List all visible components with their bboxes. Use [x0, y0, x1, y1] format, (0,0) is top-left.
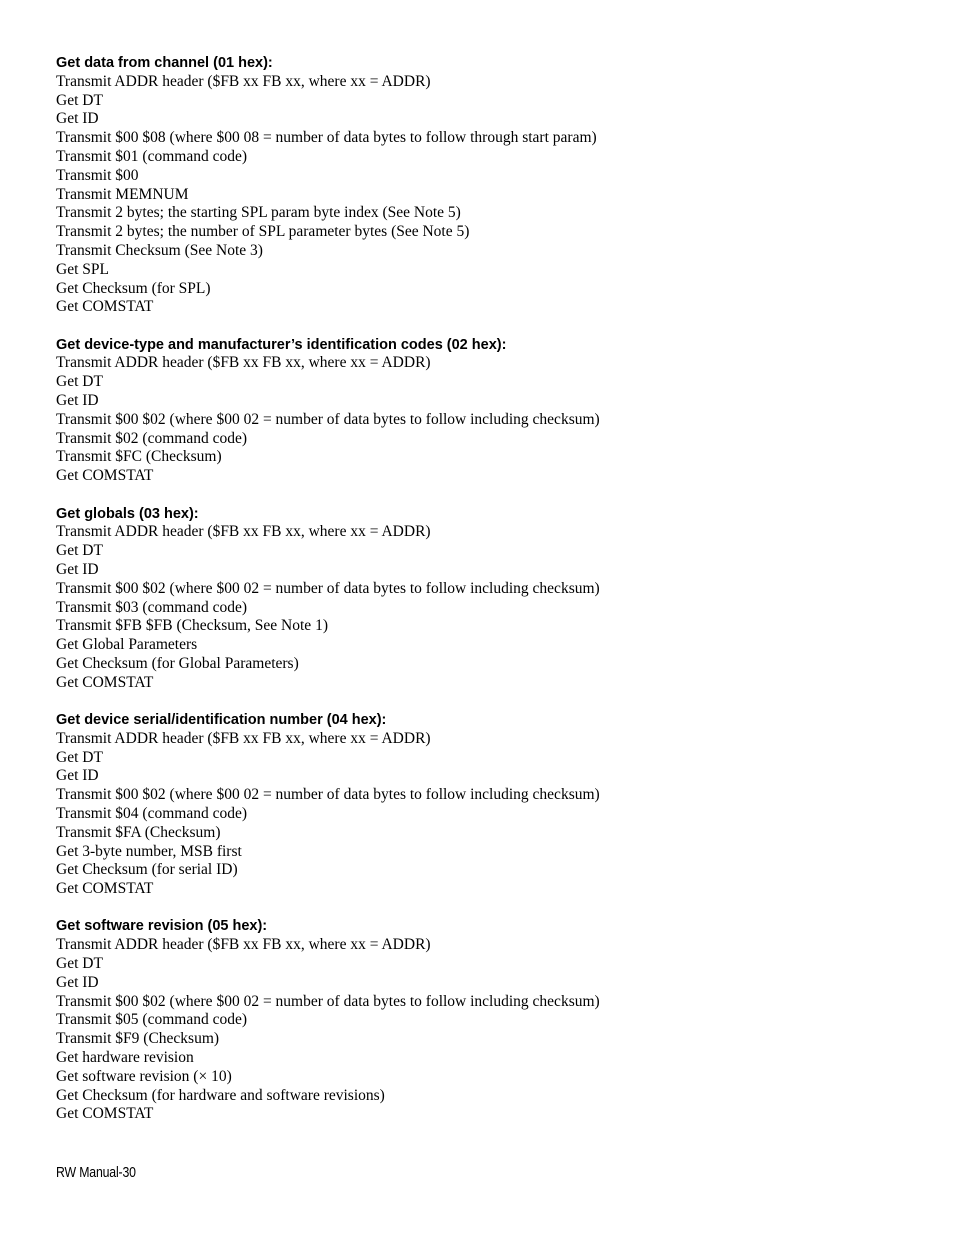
text-line: Transmit $03 (command code): [56, 598, 247, 616]
section-heading: Get software revision (05 hex):: [56, 918, 268, 935]
text-line: Transmit ADDR header ($FB xx FB xx, where xx = ADDR): [56, 523, 431, 541]
text-line: Get ID: [56, 767, 99, 785]
text-line: Transmit MEMNUM: [56, 185, 189, 203]
text-line: Get DT: [56, 373, 103, 391]
text-line: Get DT: [56, 91, 103, 109]
text-line: Transmit $FC (Checksum): [56, 448, 222, 466]
text-line: Get ID: [56, 560, 99, 578]
text-line: Transmit $00: [56, 166, 139, 184]
text-line: Get DT: [56, 955, 103, 973]
section-heading: Get globals (03 hex):: [56, 505, 199, 522]
text-line: Get DT: [56, 748, 103, 766]
section-get-data-from-channel: [56, 54, 916, 317]
text-line: Transmit $05 (command code): [56, 1011, 247, 1029]
section-get-globals: [56, 505, 916, 693]
text-line: Get COMSTAT: [56, 880, 154, 898]
text-line: Get software revision (× 10): [56, 1067, 232, 1085]
text-line: Get COMSTAT: [56, 467, 154, 485]
section-heading: Get data from channel (01 hex):: [56, 55, 273, 71]
text-line: Transmit $00 $08 (where $00 08 = number of data bytes to follow through start param): [56, 129, 597, 147]
text-line: Get ID: [56, 392, 99, 410]
text-line: Get Checksum (for serial ID): [56, 861, 238, 879]
section-heading: Get device-type and manufacturer’s identification codes (02 hex):: [56, 336, 507, 353]
text-line: Transmit ADDR header ($FB xx FB xx, where xx = ADDR): [56, 354, 431, 372]
text-line: Transmit ADDR header ($FB xx FB xx, where xx = ADDR): [56, 72, 431, 90]
text-line: Get COMSTAT: [56, 673, 154, 691]
text-line: Get COMSTAT: [56, 1105, 154, 1123]
text-line: Transmit ADDR header ($FB xx FB xx, where xx = ADDR): [56, 729, 431, 747]
text-line: Transmit 2 bytes; the starting SPL param byte index (See Note 5): [56, 204, 461, 222]
text-line: Transmit $00 $02 (where $00 02 = number of data bytes to follow including checksum): [56, 410, 600, 428]
text-line: Get hardware revision: [56, 1049, 194, 1067]
text-line: Transmit $01 (command code): [56, 147, 247, 165]
text-line: Get COMSTAT: [56, 298, 154, 316]
text-line: Get SPL: [56, 260, 109, 278]
text-line: Get Checksum (for SPL): [56, 279, 211, 297]
section-get-serial-number: [56, 711, 916, 899]
text-line: Get Checksum (for hardware and software revisions): [56, 1086, 385, 1104]
text-line: Transmit $00 $02 (where $00 02 = number of data bytes to follow including checksum): [56, 786, 600, 804]
text-line: Get Checksum (for Global Parameters): [56, 654, 299, 672]
text-line: Transmit $00 $02 (where $00 02 = number of data bytes to follow including checksum): [56, 579, 600, 597]
text-line: Get Global Parameters: [56, 636, 198, 654]
text-line: Transmit $00 $02 (where $00 02 = number of data bytes to follow including checksum): [56, 992, 600, 1010]
text-line: Transmit ADDR header ($FB xx FB xx, where xx = ADDR): [56, 936, 431, 954]
section-heading: Get device serial/identification number (04 hex):: [56, 712, 387, 728]
text-line: Transmit 2 bytes; the number of SPL parameter bytes (See Note 5): [56, 223, 470, 241]
text-line: Get ID: [56, 110, 99, 128]
section-get-software-revision: [56, 917, 916, 1124]
text-line: Get 3-byte number, MSB first: [56, 842, 242, 860]
text-line: Transmit $F9 (Checksum): [56, 1030, 220, 1048]
text-line: Transmit $FA (Checksum): [56, 823, 221, 841]
text-line: Transmit $02 (command code): [56, 429, 247, 447]
text-line: Get ID: [56, 973, 99, 991]
text-line: Transmit $04 (command code): [56, 804, 247, 822]
text-line: Transmit Checksum (See Note 3): [56, 241, 263, 259]
text-line: Get DT: [56, 542, 103, 560]
section-get-device-type-ids: [56, 336, 916, 486]
document-body: [56, 54, 916, 1143]
text-line: Transmit $FB $FB (Checksum, See Note 1): [56, 617, 328, 635]
page-footer-label: RW Manual-30: [56, 1164, 136, 1181]
